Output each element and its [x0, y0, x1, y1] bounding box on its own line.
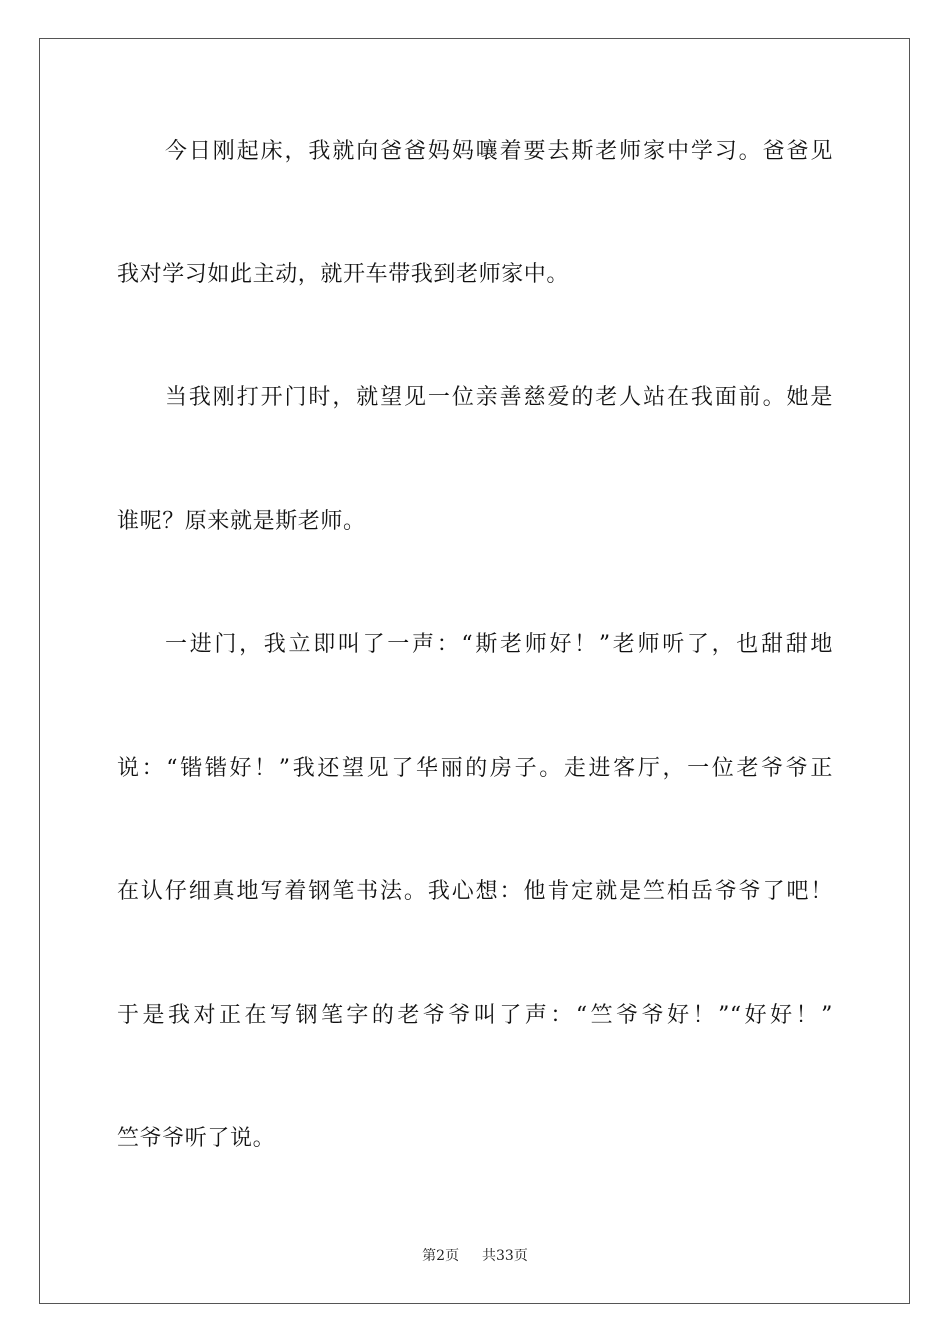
paragraph-2-line-2: 谁呢？原来就是斯老师。: [117, 509, 366, 534]
page-total: 共33页: [482, 1248, 528, 1264]
page-border: [39, 38, 910, 1304]
paragraph-2-line-1: 当我刚打开门时，就望见一位亲善慈爱的老人站在我面前。她是: [165, 385, 833, 410]
page-number: 第2页: [422, 1248, 460, 1264]
paragraph-3-line-4: 于是我对正在写钢笔字的老爷爷叫了声：“竺爷爷好！”“好好！”: [117, 1003, 833, 1028]
paragraph-3-line-1: 一进门，我立即叫了一声：“斯老师好！”老师听了，也甜甜地: [165, 632, 833, 657]
paragraph-3-line-5: 竺爷爷听了说。: [117, 1126, 276, 1151]
paragraph-3-line-2: 说：“锴锴好！”我还望见了华丽的房子。走进客厅，一位老爷爷正: [117, 756, 833, 781]
page-footer: [0, 1247, 950, 1265]
paragraph-3-line-3: 在认仔细真地写着钢笔书法。我心想：他肯定就是竺柏岳爷爷了吧！: [117, 879, 833, 904]
paragraph-1-line-2: 我对学习如此主动，就开车带我到老师家中。: [117, 262, 570, 287]
paragraph-1-line-1: 今日刚起床，我就向爸爸妈妈嚷着要去斯老师家中学习。爸爸见: [165, 139, 833, 164]
